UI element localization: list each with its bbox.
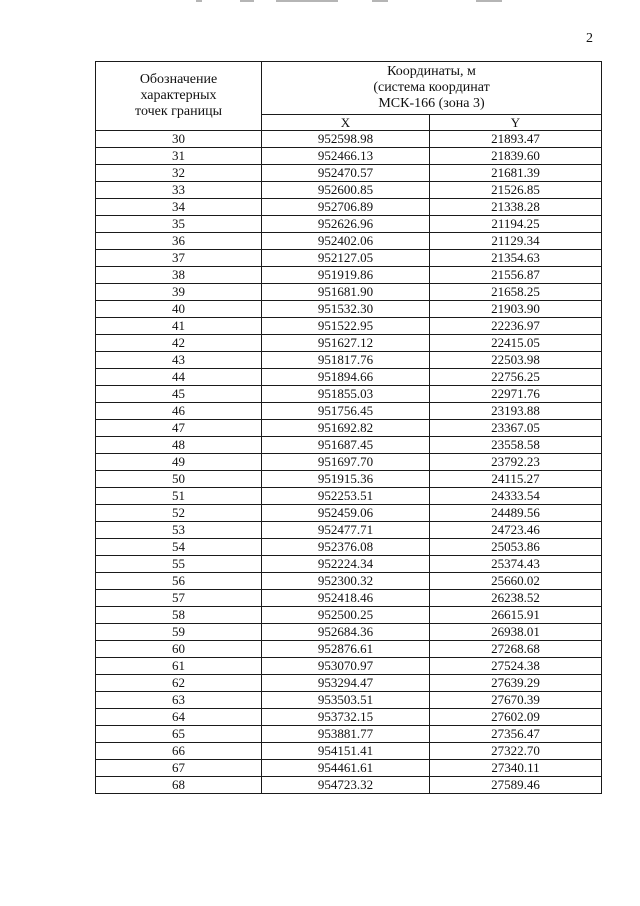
x-cell: 952459.06 [262,505,430,522]
coordinates-table [95,61,602,794]
point-cell: 42 [96,335,262,352]
point-cell: 64 [96,709,262,726]
point-cell: 51 [96,488,262,505]
point-cell: 56 [96,573,262,590]
x-cell: 952477.71 [262,522,430,539]
coordinates-header [262,62,602,115]
point-cell: 36 [96,233,262,250]
table-row [96,267,602,284]
x-cell: 951532.30 [262,301,430,318]
point-cell: 57 [96,590,262,607]
y-cell: 21354.63 [430,250,602,267]
x-cell: 954151.41 [262,743,430,760]
x-cell: 952402.06 [262,233,430,250]
table-row [96,199,602,216]
x-cell: 951855.03 [262,386,430,403]
x-cell: 952300.32 [262,573,430,590]
point-cell: 63 [96,692,262,709]
table-row [96,165,602,182]
x-cell: 951817.76 [262,352,430,369]
y-cell: 22415.05 [430,335,602,352]
y-cell: 21903.90 [430,301,602,318]
coordinates-header-line: МСК-166 (зона 3) [378,96,485,111]
table-row [96,624,602,641]
point-cell: 54 [96,539,262,556]
table-row [96,352,602,369]
point-cell: 33 [96,182,262,199]
table-row [96,454,602,471]
y-cell: 27322.70 [430,743,602,760]
x-cell: 952466.13 [262,148,430,165]
x-cell: 952376.08 [262,539,430,556]
y-cell: 21129.34 [430,233,602,250]
table-row [96,318,602,335]
y-cell: 27602.09 [430,709,602,726]
x-cell: 951915.36 [262,471,430,488]
point-column-header [96,62,262,131]
table-row [96,250,602,267]
y-cell: 26938.01 [430,624,602,641]
point-cell: 68 [96,777,262,794]
y-column-header: Y [430,115,602,131]
table-row [96,233,602,250]
x-cell: 952418.46 [262,590,430,607]
table-row [96,743,602,760]
x-cell: 952600.85 [262,182,430,199]
x-cell: 952876.61 [262,641,430,658]
table-row [96,301,602,318]
y-cell: 22756.25 [430,369,602,386]
y-cell: 24115.27 [430,471,602,488]
y-cell: 21893.47 [430,131,602,148]
point-cell: 60 [96,641,262,658]
table-row [96,675,602,692]
table-row [96,556,602,573]
y-cell: 22971.76 [430,386,602,403]
x-cell: 952224.34 [262,556,430,573]
table-row [96,777,602,794]
y-cell: 23792.23 [430,454,602,471]
point-cell: 59 [96,624,262,641]
table-row [96,284,602,301]
y-cell: 27268.68 [430,641,602,658]
y-cell: 25053.86 [430,539,602,556]
x-cell: 951681.90 [262,284,430,301]
y-cell: 25374.43 [430,556,602,573]
table-row [96,522,602,539]
point-cell: 35 [96,216,262,233]
x-cell: 952470.57 [262,165,430,182]
x-cell: 951756.45 [262,403,430,420]
table-row [96,760,602,777]
point-cell: 61 [96,658,262,675]
x-cell: 953503.51 [262,692,430,709]
point-cell: 40 [96,301,262,318]
table-row [96,471,602,488]
table-row [96,216,602,233]
point-cell: 34 [96,199,262,216]
y-cell: 27589.46 [430,777,602,794]
point-header-line: Обозначение [139,72,218,87]
x-column-header: X [262,115,430,131]
point-cell: 38 [96,267,262,284]
y-cell: 25660.02 [430,573,602,590]
table-row [96,488,602,505]
table-row [96,590,602,607]
y-cell: 24489.56 [430,505,602,522]
scan-artifact [476,0,502,2]
y-cell: 22503.98 [430,352,602,369]
x-cell: 953070.97 [262,658,430,675]
table-row [96,335,602,352]
x-cell: 953294.47 [262,675,430,692]
y-cell: 24333.54 [430,488,602,505]
point-cell: 46 [96,403,262,420]
table-row [96,182,602,199]
point-cell: 48 [96,437,262,454]
x-cell: 952598.98 [262,131,430,148]
point-cell: 52 [96,505,262,522]
y-cell: 26238.52 [430,590,602,607]
x-cell: 952626.96 [262,216,430,233]
x-cell: 951894.66 [262,369,430,386]
point-cell: 39 [96,284,262,301]
x-cell: 953881.77 [262,726,430,743]
table-row [96,403,602,420]
coordinates-header-line: Координаты, м [387,64,476,79]
y-cell: 22236.97 [430,318,602,335]
x-cell: 951919.86 [262,267,430,284]
y-cell: 21556.87 [430,267,602,284]
y-cell: 26615.91 [430,607,602,624]
x-cell: 951522.95 [262,318,430,335]
table-row [96,369,602,386]
x-cell: 952127.05 [262,250,430,267]
page-number: 2 [586,31,593,46]
table-row [96,658,602,675]
x-cell: 953732.15 [262,709,430,726]
table-row [96,692,602,709]
x-cell: 951697.70 [262,454,430,471]
point-cell: 41 [96,318,262,335]
point-cell: 47 [96,420,262,437]
table-row [96,539,602,556]
y-cell: 27356.47 [430,726,602,743]
point-cell: 45 [96,386,262,403]
y-cell: 21194.25 [430,216,602,233]
table-row [96,386,602,403]
table-header [96,62,602,131]
point-header-line: точек границы [135,104,222,119]
table-row [96,607,602,624]
table-row [96,573,602,590]
table-row [96,131,602,148]
point-cell: 43 [96,352,262,369]
y-cell: 23193.88 [430,403,602,420]
point-cell: 44 [96,369,262,386]
scan-artifact [240,0,254,2]
table-row [96,641,602,658]
x-cell: 951627.12 [262,335,430,352]
y-cell: 21338.28 [430,199,602,216]
scan-artifact [372,0,388,2]
point-header-line: характерных [140,88,217,103]
point-cell: 31 [96,148,262,165]
x-cell: 952706.89 [262,199,430,216]
x-cell: 952253.51 [262,488,430,505]
point-cell: 55 [96,556,262,573]
y-cell: 27639.29 [430,675,602,692]
table-row [96,726,602,743]
x-cell: 952500.25 [262,607,430,624]
x-cell: 954461.61 [262,760,430,777]
scan-artifact [196,0,202,2]
table-row [96,148,602,165]
y-cell: 24723.46 [430,522,602,539]
point-cell: 67 [96,760,262,777]
y-cell: 21839.60 [430,148,602,165]
y-cell: 21526.85 [430,182,602,199]
point-cell: 49 [96,454,262,471]
y-cell: 23367.05 [430,420,602,437]
point-cell: 58 [96,607,262,624]
table-row [96,505,602,522]
table-row [96,709,602,726]
point-cell: 66 [96,743,262,760]
x-cell: 951687.45 [262,437,430,454]
y-cell: 21658.25 [430,284,602,301]
point-cell: 53 [96,522,262,539]
point-cell: 50 [96,471,262,488]
table-body [96,131,602,794]
table-row [96,420,602,437]
point-cell: 37 [96,250,262,267]
y-cell: 27524.38 [430,658,602,675]
point-cell: 32 [96,165,262,182]
point-cell: 65 [96,726,262,743]
x-cell: 954723.32 [262,777,430,794]
y-cell: 27670.39 [430,692,602,709]
table-row [96,437,602,454]
y-cell: 23558.58 [430,437,602,454]
x-cell: 951692.82 [262,420,430,437]
scan-artifact [276,0,338,2]
y-cell: 21681.39 [430,165,602,182]
x-cell: 952684.36 [262,624,430,641]
point-cell: 30 [96,131,262,148]
coordinates-header-line: (система координат [373,80,490,95]
point-cell: 62 [96,675,262,692]
y-cell: 27340.11 [430,760,602,777]
